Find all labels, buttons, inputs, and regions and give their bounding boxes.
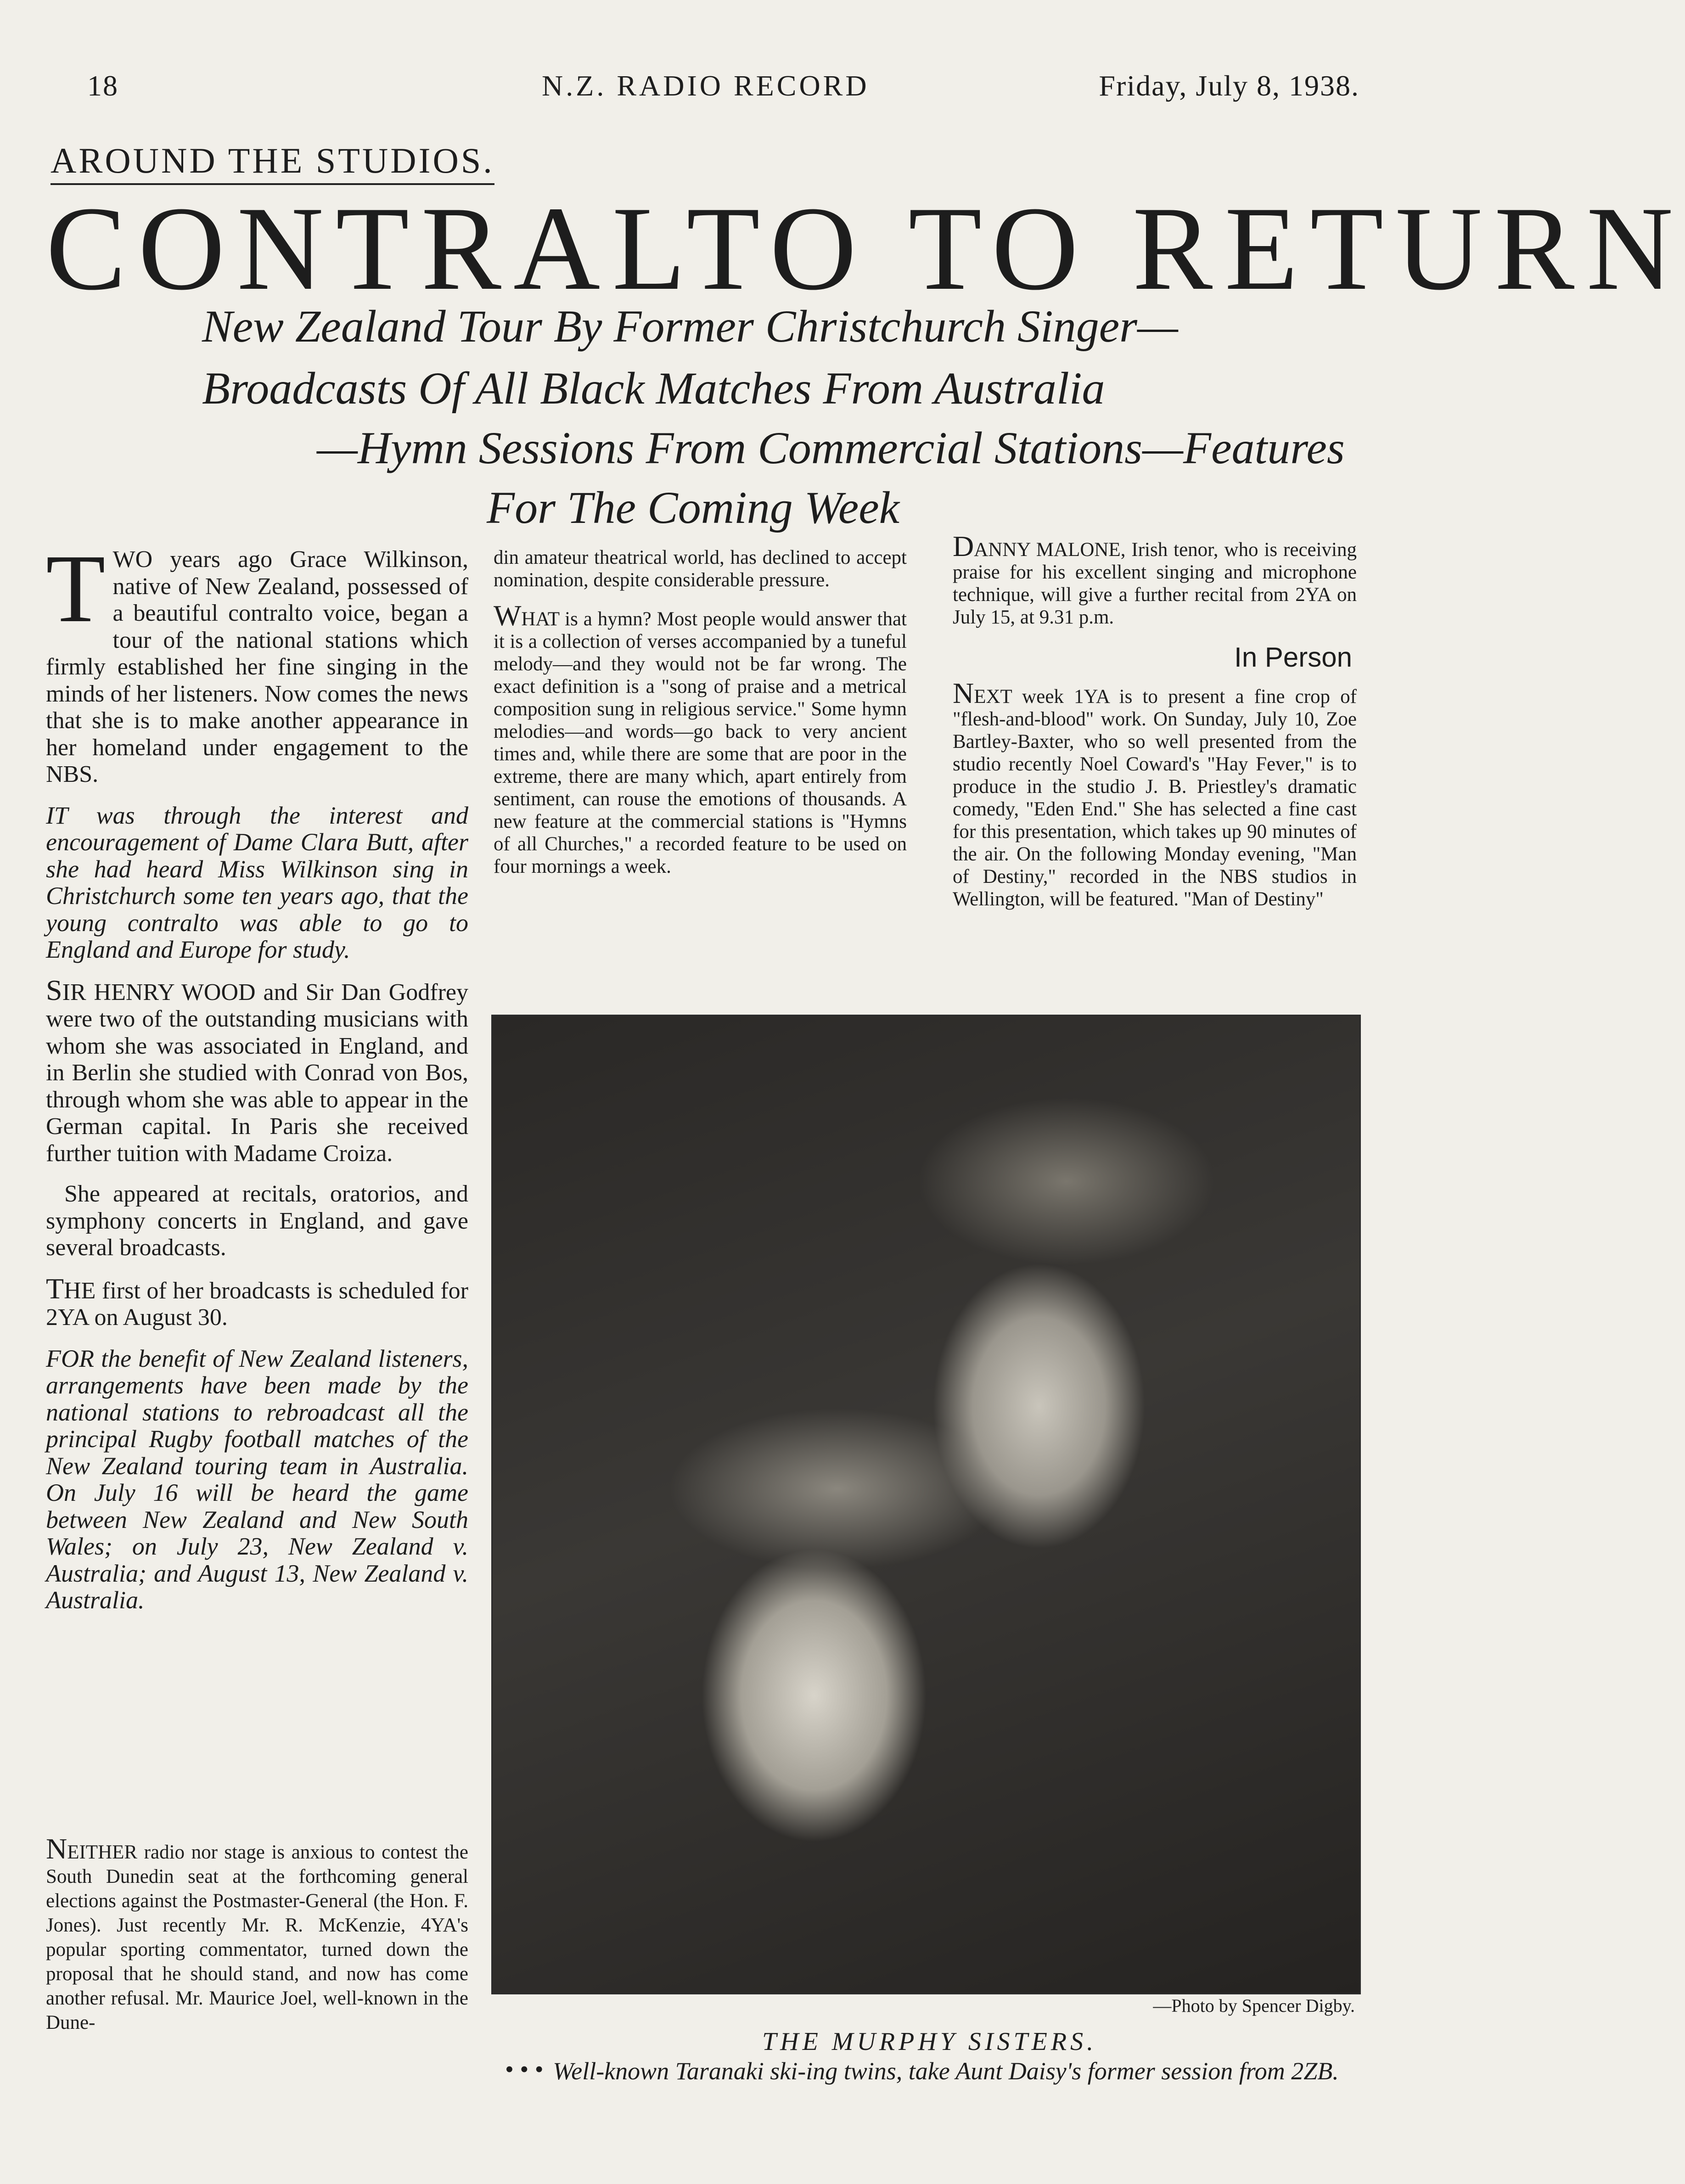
initial-letter: T <box>46 1272 64 1305</box>
small-caps-lead: ANNY MALONE <box>974 539 1121 561</box>
paragraph-text: and Sir Dan Godfrey were two of the outstanding musicians with whom she was associated in England, and in Berlin she studied with Conrad von Bos, through whom she was able to appear in the German capital. In Paris she received further tuition with Madame Croiza. <box>46 979 468 1167</box>
initial-letter: D <box>953 530 974 562</box>
article-column-1 <box>46 534 468 1628</box>
small-caps-lead: HE <box>64 1277 96 1304</box>
subheadline-line-4: For The Coming Week <box>487 482 899 533</box>
caption-bullet-dots: • • • <box>505 2055 544 2083</box>
paragraph-text: radio nor stage is anxious to contest the South Dunedin seat at the forthcoming general elections against the Postmaster-General (the Hon. F. Jones). Just recently Mr. R. McKenzie, 4YA's popular sporting commentator, turned down the proposal that he should stand, and now has come another refusal. Mr. Maurice Joel, well-known in the Dune- <box>46 1842 468 2033</box>
paragraph-rugby: FOR the benefit of New Zealand listeners, arrangements have been made by the national stations to rebroadcast all the principal Rugby football matches of the New Zealand touring team in Australia. On July 16 will be heard the game between New Zealand and New South Wales; on July 23, New Zealand v. Australia; and August 13, New Zealand v. Australia. <box>46 1344 468 1614</box>
initial-letter: S <box>46 973 62 1006</box>
photo-caption-text: Well-known Taranaki ski-ing twins, take Aunt Daisy's former session from 2ZB. <box>553 2057 1339 2085</box>
small-caps-lead: IR HENRY WOOD <box>62 979 256 1005</box>
article-column-1-bottom <box>46 1832 468 2049</box>
paragraph-intro <box>46 534 468 788</box>
section-label: AROUND THE STUDIOS. <box>51 140 494 185</box>
photo-credit: —Photo by Spencer Digby. <box>1153 1995 1355 2016</box>
paragraph-text: , Irish tenor, who is receiving praise for his excellent singing and microphone technique, will give a further recital from 2YA on July 15, at 9.31 p.m. <box>953 539 1357 628</box>
paragraph-text: WO years ago Grace Wilkinson, native of New Zealand, possessed of a beautiful contralto voice, began a tour of the national stations which firmly established her fine singing in the minds of her listeners. Now comes the news that she is to make another appearance in her homeland under engagement to the NBS. <box>46 546 468 787</box>
initial-letter: N <box>953 677 974 709</box>
paragraph-danny-malone <box>953 530 1357 629</box>
paragraph-text: week 1YA is to present a fine crop of "flesh-and-blood" work. On Sunday, July 10, Zoe Bartley-Baxter, who so well presented from the studio recently Noel Coward's "Hay Fever," is to produce in the studio J. B. Priestley's dramatic comedy, "Eden End." She has selected a fine cast for this presentation, which takes up 90 minutes of the air. On the following Monday evening, "Man of Destiny," recorded in the NBS studios in Wellington, will be featured. "Man of Destiny" <box>953 686 1357 910</box>
paragraph-clara-butt: IT was through the interest and encouragement of Dame Clara Butt, after she had heard Miss Wilkinson sing in Christchurch some ten years ago, that the young contralto was able to go to England and Europe for study. <box>46 801 468 963</box>
small-caps-lead: EXT <box>974 686 1012 707</box>
page-number: 18 <box>87 69 118 102</box>
initial-letter: N <box>46 1832 67 1865</box>
headline: CONTRALTO TO RETURN <box>46 182 1685 315</box>
article-column-2 <box>494 546 907 891</box>
paragraph-next-week <box>953 677 1357 910</box>
small-caps-lead: EITHER <box>67 1842 138 1863</box>
paragraph-hymn <box>494 599 907 878</box>
paragraph-elections <box>46 1832 468 2035</box>
publication-name: N.Z. RADIO RECORD <box>542 69 870 102</box>
paragraph-henry-wood <box>46 973 468 1168</box>
initial-letter: W <box>494 599 522 632</box>
paragraph-recitals: She appeared at recitals, oratorios, and symphony concerts in England, and gave several broadcasts. <box>46 1181 468 1261</box>
issue-date: Friday, July 8, 1938. <box>1099 69 1359 102</box>
small-caps-lead: HAT <box>521 608 560 630</box>
paragraph-text: first of her broadcasts is scheduled for 2YA on August 30. <box>46 1277 468 1331</box>
drop-cap: T <box>46 534 106 642</box>
subheadline-line-3: —Hymn Sessions From Commercial Stations—Features <box>317 422 1345 473</box>
subheadline-line-1: New Zealand Tour By Former Christchurch Singer— <box>202 301 1178 352</box>
paragraph-first-broadcast <box>46 1272 468 1331</box>
murphy-sisters-photo <box>491 1015 1361 1994</box>
photo-caption-title: THE MURPHY SISTERS. <box>762 2027 1097 2056</box>
paragraph-nomination: din amateur theatrical world, has declined to accept nomination, despite considerable pressure. <box>494 547 907 591</box>
subheadline-line-2: Broadcasts Of All Black Matches From Australia <box>202 363 1105 414</box>
subhead-in-person: In Person <box>1234 642 1352 673</box>
paragraph-text: is a hymn? Most people would answer that it is a collection of verses accompanied by a tuneful melody—and they would not be far wrong. The exact definition is a "song of praise and a metrical composition sung in religious service." Some hymn melodies—and words—go back to very ancient times and, while there are some that are poor in the extreme, there are many which, apart entirely from sentiment, can rouse the emotions of thousands. A new feature at the commercial stations is "Hymns of all Churches," a recorded feature to be used on four mornings a week. <box>494 608 907 877</box>
article-column-3 <box>953 530 1357 923</box>
